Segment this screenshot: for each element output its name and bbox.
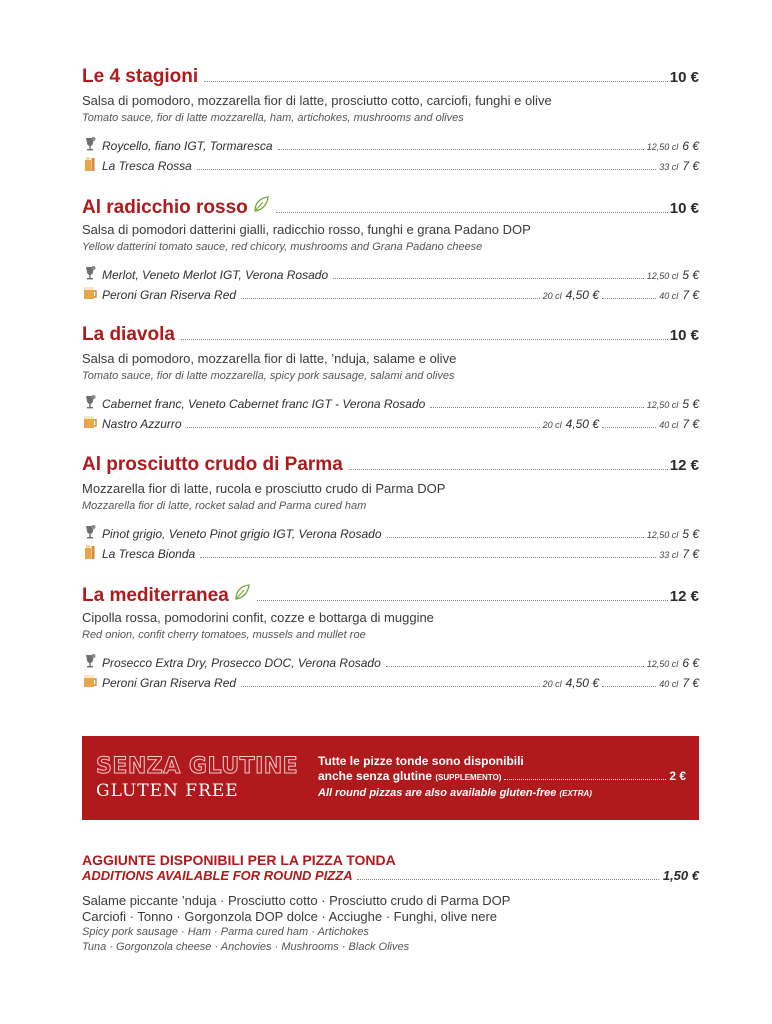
gluten-free-info — [318, 754, 686, 801]
pairing-name: Nastro Azzurro — [102, 417, 182, 431]
additions-it-line-1: Salame piccante ’nduja · Prosciutto cotto · Prosciutto crudo di Parma DOP — [82, 893, 511, 908]
pairing-volume-small: 20 cl — [542, 679, 562, 689]
pairing-row — [82, 671, 699, 691]
dot-leader — [387, 537, 644, 538]
pizza-description-it: Salsa di pomodori datterini gialli, radicchio rosso, funghi e grana Padano DOP — [82, 222, 531, 237]
extra-label: (EXTRA) — [559, 789, 592, 798]
pairing-large-segment — [599, 288, 699, 303]
additions-en-line-2: Tuna · Gorgonzola cheese · Anchovies · Mushrooms · Black Olives — [82, 941, 410, 953]
pairing-volume: 40 cl — [659, 679, 679, 689]
wine-icon — [82, 394, 102, 413]
pairing-row — [82, 263, 699, 283]
dot-leader — [602, 298, 656, 299]
pairing-price: 7 € — [682, 159, 699, 173]
pairing-volume: 12,50 cl — [646, 659, 679, 669]
pairing-list — [82, 522, 699, 562]
pairing-price-small: 4,50 € — [565, 676, 599, 690]
additions-title: AGGIUNTE DISPONIBILI PER LA PIZZA TONDA — [82, 852, 396, 868]
gluten-free-title: SENZA GLUTINE — [96, 754, 299, 779]
pizza-price: 10 € — [669, 69, 699, 86]
gluten-free-line-3 — [318, 786, 686, 801]
pizza-title-row — [82, 583, 699, 609]
pizza-description-en: Tomato sauce, fior di latte mozzarella, spicy pork sausage, salami and olives — [82, 370, 455, 382]
pairing-price: 5 € — [682, 397, 699, 411]
pairing-name: Peroni Gran Riserva Red — [102, 288, 237, 302]
pizza-description-it: Mozzarella fior di latte, rucola e prosciutto crudo di Parma DOP — [82, 481, 446, 496]
pairing-row — [82, 651, 699, 671]
pairing-name: Pinot grigio, Veneto Pinot grigio IGT, Verona Rosado — [102, 527, 382, 541]
pizza-description-en: Mozzarella fior di latte, rocket salad and Parma cured ham — [82, 500, 367, 512]
pizza-title-row — [82, 66, 699, 92]
pairing-volume: 33 cl — [659, 162, 679, 172]
pizza-name: La diavola — [82, 324, 175, 345]
gluten-free-banner — [82, 736, 699, 820]
wine-icon — [82, 136, 102, 155]
pizza-item — [82, 195, 699, 303]
supplement-label: (SUPPLEMENTO) — [435, 773, 502, 782]
dot-leader — [257, 600, 668, 601]
pizza-description-en: Red onion, confit cherry tomatoes, mussels and mullet roe — [82, 629, 366, 641]
pairing-large-segment — [599, 676, 699, 691]
gluten-free-subtitle: GLUTEN FREE — [96, 781, 239, 801]
pairing-name: Roycello, fiano IGT, Tormaresca — [102, 139, 273, 153]
pizza-item — [82, 583, 699, 691]
dot-leader — [430, 407, 643, 408]
gluten-free-line-3-text: All round pizzas are also available gluten-free — [318, 787, 557, 799]
pairing-row — [82, 392, 699, 412]
gluten-free-line-1 — [318, 754, 686, 769]
pizza-price: 10 € — [669, 200, 699, 217]
pairing-price-small: 4,50 € — [565, 288, 599, 302]
wine-icon — [82, 653, 102, 672]
pairing-row — [82, 412, 699, 432]
gluten-free-line-1-text: Tutte le pizze tonde sono disponibili — [318, 754, 524, 768]
dot-leader — [187, 427, 540, 428]
pairing-price: 7 € — [682, 676, 699, 690]
pairing-row — [82, 283, 699, 303]
pizza-description-it: Salsa di pomodoro, mozzarella fior di latte, prosciutto cotto, carciofi, funghi e olive — [82, 93, 552, 108]
pizza-price: 10 € — [669, 327, 699, 344]
pairing-volume: 40 cl — [659, 420, 679, 430]
dot-leader — [602, 686, 656, 687]
beer-mug-icon — [82, 673, 102, 692]
additions-section — [82, 852, 699, 955]
pairing-name: Merlot, Veneto Merlot IGT, Verona Rosado — [102, 268, 329, 282]
dot-leader — [204, 81, 668, 82]
additions-it-line-2: Carciofi · Tonno · Gorgonzola DOP dolce · Acciughe · Funghi, olive nere — [82, 909, 498, 924]
dot-leader — [241, 686, 540, 687]
gluten-free-heading — [96, 754, 298, 801]
dot-leader — [349, 469, 668, 470]
dot-leader — [197, 169, 656, 170]
pairing-volume: 12,50 cl — [646, 271, 679, 281]
pizza-item — [82, 454, 699, 562]
dot-leader — [386, 666, 644, 667]
pizza-title-row — [82, 195, 699, 221]
pizza-price: 12 € — [669, 588, 699, 605]
pairing-name: Prosecco Extra Dry, Prosecco DOC, Verona Rosado — [102, 656, 381, 670]
pairing-volume: 12,50 cl — [646, 400, 679, 410]
dot-leader — [504, 779, 666, 780]
dot-leader — [181, 339, 668, 340]
pairing-price: 5 € — [682, 268, 699, 282]
pizza-description-it: Salsa di pomodoro, mozzarella fior di latte, ’nduja, salame e olive — [82, 351, 457, 366]
gluten-free-line-2-text: anche senza glutine — [318, 769, 433, 783]
pairing-name: Cabernet franc, Veneto Cabernet franc IGT - Verona Rosado — [102, 397, 426, 411]
dot-leader — [333, 278, 644, 279]
pizza-name: Al prosciutto crudo di Parma — [82, 454, 343, 475]
additions-en-line-1: Spicy pork sausage · Ham · Parma cured ham · Artichokes — [82, 926, 369, 938]
pizza-description-it: Cipolla rossa, pomodorini confit, cozze e bottarga di muggine — [82, 610, 434, 625]
pairing-row — [82, 154, 699, 174]
pairing-list — [82, 134, 699, 174]
pairing-list — [82, 651, 699, 691]
pizza-name: Le 4 stagioni — [82, 66, 199, 87]
additions-subtitle-row — [82, 868, 699, 884]
pairing-price: 7 € — [682, 547, 699, 561]
wine-icon — [82, 265, 102, 284]
dot-leader — [200, 557, 656, 558]
pairing-volume: 40 cl — [659, 291, 679, 301]
wine-icon — [82, 524, 102, 543]
pairing-volume: 12,50 cl — [646, 142, 679, 152]
pairing-list — [82, 263, 699, 303]
beer-glass-icon — [82, 156, 102, 175]
pairing-row — [82, 542, 699, 562]
additions-subtitle: ADDITIONS AVAILABLE FOR ROUND PIZZA — [82, 868, 353, 883]
pairing-list — [82, 392, 699, 432]
gluten-free-price: 2 € — [669, 769, 686, 783]
pairing-price: 6 € — [682, 656, 699, 670]
pairing-volume-small: 20 cl — [542, 420, 562, 430]
pairing-volume: 12,50 cl — [646, 530, 679, 540]
pairing-price: 5 € — [682, 527, 699, 541]
pairing-name: Peroni Gran Riserva Red — [102, 676, 237, 690]
pizza-title-row — [82, 454, 699, 480]
pairing-row — [82, 522, 699, 542]
pizza-item — [82, 66, 699, 174]
dot-leader — [278, 149, 644, 150]
pairing-price-small: 4,50 € — [565, 417, 599, 431]
dot-leader — [602, 427, 656, 428]
vegetarian-leaf-icon — [233, 583, 251, 601]
pizza-description-en: Yellow datterini tomato sauce, red chicory, mushrooms and Grana Padano cheese — [82, 241, 483, 253]
pizza-name: La mediterranea — [82, 585, 229, 606]
beer-glass-icon — [82, 544, 102, 563]
pairing-row — [82, 134, 699, 154]
pairing-name: La Tresca Rossa — [102, 159, 192, 173]
pizza-item — [82, 324, 699, 432]
vegetarian-leaf-icon — [252, 195, 270, 213]
pairing-price: 7 € — [682, 417, 699, 431]
additions-price: 1,50 € — [662, 868, 699, 883]
dot-leader — [276, 212, 668, 213]
pizza-title-row — [82, 324, 699, 350]
dot-leader — [241, 298, 540, 299]
gluten-free-line-2 — [318, 769, 686, 785]
pairing-price: 6 € — [682, 139, 699, 153]
beer-mug-icon — [82, 414, 102, 433]
pairing-volume: 33 cl — [659, 550, 679, 560]
pizza-description-en: Tomato sauce, fior di latte mozzarella, ham, artichokes, mushrooms and olives — [82, 112, 464, 124]
pairing-price: 7 € — [682, 288, 699, 302]
dot-leader — [357, 879, 659, 880]
pairing-volume-small: 20 cl — [542, 291, 562, 301]
pairing-large-segment — [599, 417, 699, 432]
pairing-name: La Tresca Bionda — [102, 547, 196, 561]
beer-mug-icon — [82, 285, 102, 304]
pizza-price: 12 € — [669, 457, 699, 474]
pizza-name: Al radicchio rosso — [82, 197, 248, 218]
